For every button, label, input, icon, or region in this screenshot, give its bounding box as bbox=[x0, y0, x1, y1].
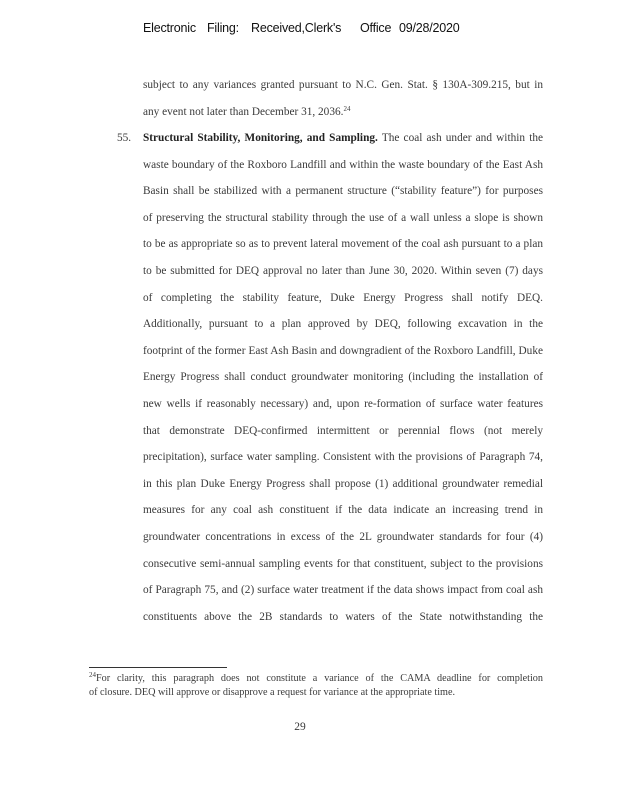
page-number: 29 bbox=[294, 721, 306, 733]
paragraph-line: constituents above the 2B standards to waters of the State notwithstanding the bbox=[143, 610, 543, 623]
footnote-divider bbox=[89, 667, 227, 668]
paragraph-line: of completing the stability feature, Duke Energy Progress shall notify DEQ. bbox=[143, 291, 543, 304]
paragraph-heading: Structural Stability, Monitoring, and Sampling. bbox=[143, 132, 378, 144]
paragraph-line: in this plan Duke Energy Progress shall propose (1) additional groundwater remedial bbox=[143, 477, 543, 490]
header-received-clerks: Received,Clerk's bbox=[251, 21, 342, 35]
electronic-filing-header bbox=[143, 21, 463, 39]
paragraph-line: that demonstrate DEQ-confirmed intermittent or perennial flows (not merely bbox=[143, 424, 543, 437]
intro-line-text: any event not later than December 31, 2036. bbox=[143, 105, 344, 118]
paragraph-line: precipitation), surface water sampling. Consistent with the provisions of Paragraph 74, bbox=[143, 451, 543, 464]
footnote bbox=[89, 672, 543, 700]
paragraph-line: waste boundary of the Roxboro Landfill and within the waste boundary of the East Ash bbox=[143, 158, 543, 171]
paragraph-line: to be submitted for DEQ approval no later than June 30, 2020. Within seven (7) days bbox=[143, 264, 543, 277]
paragraph-number: 55. bbox=[117, 132, 132, 144]
footnote-line-text: For clarity, this paragraph does not constitute a variance of the CAMA deadline for completion bbox=[96, 673, 543, 684]
intro-line: subject to any variances granted pursuant to N.C. Gen. Stat. § 130A-309.215, but in bbox=[143, 79, 543, 91]
footnote-line bbox=[89, 672, 543, 686]
header-filing: Filing: bbox=[207, 21, 239, 35]
paragraph-line: Basin shall be stabilized with a permanent structure (“stability feature”) for purposes bbox=[143, 185, 543, 198]
paragraph-line: measures for any coal ash constituent if the data indicate an increasing trend in bbox=[143, 504, 543, 517]
footnote-reference: 24 bbox=[343, 104, 351, 113]
paragraph-line: of Paragraph 75, and (2) surface water treatment if the data shows impact from coal ash bbox=[143, 584, 543, 597]
paragraph-line: of preserving the structural stability through the use of a wall unless a slope is shown bbox=[143, 211, 543, 224]
paragraph-line: footprint of the former East Ash Basin and downgradient of the Roxboro Landfill, Duke bbox=[143, 344, 543, 357]
paragraph-line: Energy Progress shall conduct groundwater monitoring (including the installation of bbox=[143, 371, 543, 384]
paragraph-first-line bbox=[143, 125, 543, 152]
paragraph-first-line-text: The coal ash under and within the bbox=[381, 132, 543, 144]
header-date: 09/28/2020 bbox=[399, 21, 460, 35]
paragraph-line: new wells if reasonably necessary) and, upon re-formation of surface water features bbox=[143, 397, 543, 410]
intro-text bbox=[143, 72, 543, 125]
paragraph-line: to be as appropriate so as to prevent lateral movement of the coal ash pursuant to a plan bbox=[143, 238, 543, 251]
paragraph-55 bbox=[143, 125, 543, 630]
footnote-marker: 24 bbox=[89, 672, 96, 679]
paragraph-line: Additionally, pursuant to a plan approved by DEQ, following excavation in the bbox=[143, 318, 543, 331]
footnote-line: of closure. DEQ will approve or disapprove a request for variance at the appropriate time. bbox=[89, 687, 456, 698]
header-office: Office bbox=[360, 21, 392, 35]
paragraph-line: groundwater concentrations in excess of the 2L groundwater standards for four (4) bbox=[143, 530, 543, 543]
intro-line bbox=[143, 99, 543, 126]
header-electronic: Electronic bbox=[143, 21, 196, 35]
paragraph-line: consecutive semi-annual sampling events for that constituent, subject to the provisions bbox=[143, 557, 543, 570]
